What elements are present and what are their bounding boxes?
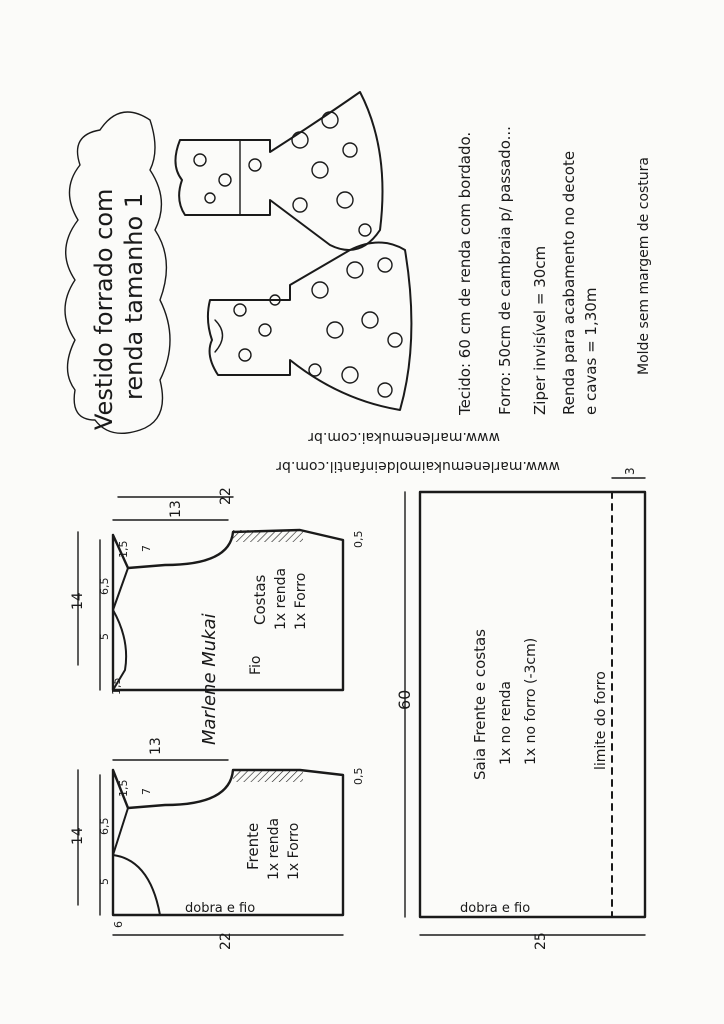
saia-dim-3: 3 — [623, 467, 637, 475]
dress-illustration-front — [208, 243, 412, 411]
costas-dim-1-5-top: 1,5 — [117, 540, 130, 558]
note-lace-trim-1: Renda para acabamento no decote — [560, 150, 578, 415]
frente-dim-5: 5 — [98, 878, 111, 885]
frente-label: Frente — [244, 822, 262, 870]
signature: Marlene Mukai — [199, 613, 220, 745]
costas-dim-1-5-side: 1,5 — [110, 677, 123, 695]
costas-dim-width: 22 — [218, 487, 234, 505]
frente-dim-7: 7 — [140, 788, 153, 795]
dress-illustration-back — [175, 92, 382, 250]
frente-dim-6: 6 — [112, 921, 125, 928]
saia-qty1: 1x no renda — [498, 681, 514, 765]
pattern-piece-saia — [395, 467, 645, 950]
frente-qty2: 1x Forro — [286, 822, 302, 880]
costas-grain: Fio — [248, 655, 264, 675]
title-line2: renda tamanho 1 — [120, 192, 148, 400]
saia-grain: dobra e fio — [460, 901, 531, 916]
saia-label: Saia Frente e costas — [471, 629, 489, 780]
costas-dim-6-5: 6,5 — [98, 577, 111, 595]
frente-dim-top: 13 — [148, 737, 164, 755]
frente-dim-width: 22 — [218, 932, 234, 950]
costas-dim-top: 13 — [168, 500, 184, 518]
pattern-piece-frente — [70, 737, 365, 950]
frente-dim-0-5: 0,5 — [352, 767, 365, 785]
title-cloud — [65, 112, 170, 433]
frente-dim-shoulder: 14 — [70, 827, 86, 845]
note-zipper: Ziper invisível = 30cm — [531, 245, 549, 415]
note-no-seam: Molde sem margem de costura — [636, 157, 652, 375]
frente-grain: dobra e fio — [185, 901, 256, 916]
website-1: www.marlenemukaimoldeinfantil.com.br — [276, 458, 560, 474]
frente-dim-1-5-top: 1,5 — [117, 779, 130, 797]
costas-qty2: 1x Forro — [293, 572, 309, 630]
costas-dim-0-5: 0,5 — [352, 530, 365, 548]
costas-qty1: 1x renda — [273, 567, 289, 630]
note-fabric: Tecido: 60 cm de renda com bordado. — [456, 131, 474, 415]
title-line1: Vestido forrado com — [90, 188, 118, 430]
costas-dim-5: 5 — [98, 633, 111, 640]
saia-dim-width: 25 — [533, 932, 549, 950]
saia-limit: limite do forro — [593, 671, 609, 770]
saia-dim-length: 60 — [395, 689, 414, 710]
frente-qty1: 1x renda — [266, 817, 282, 880]
website-2: www.marlenemukai.com.br — [308, 429, 500, 445]
costas-dim-7: 7 — [140, 545, 153, 552]
note-lining: Forro: 50cm de cambraia p/ passado... — [496, 126, 514, 415]
note-lace-trim-2: e cavas = 1,30m — [582, 287, 600, 415]
costas-dim-shoulder: 14 — [70, 592, 86, 610]
notes-block — [456, 126, 652, 416]
costas-label: Costas — [251, 574, 269, 625]
saia-qty2: 1x no forro (-3cm) — [523, 637, 539, 765]
frente-dim-6-5: 6,5 — [98, 817, 111, 835]
